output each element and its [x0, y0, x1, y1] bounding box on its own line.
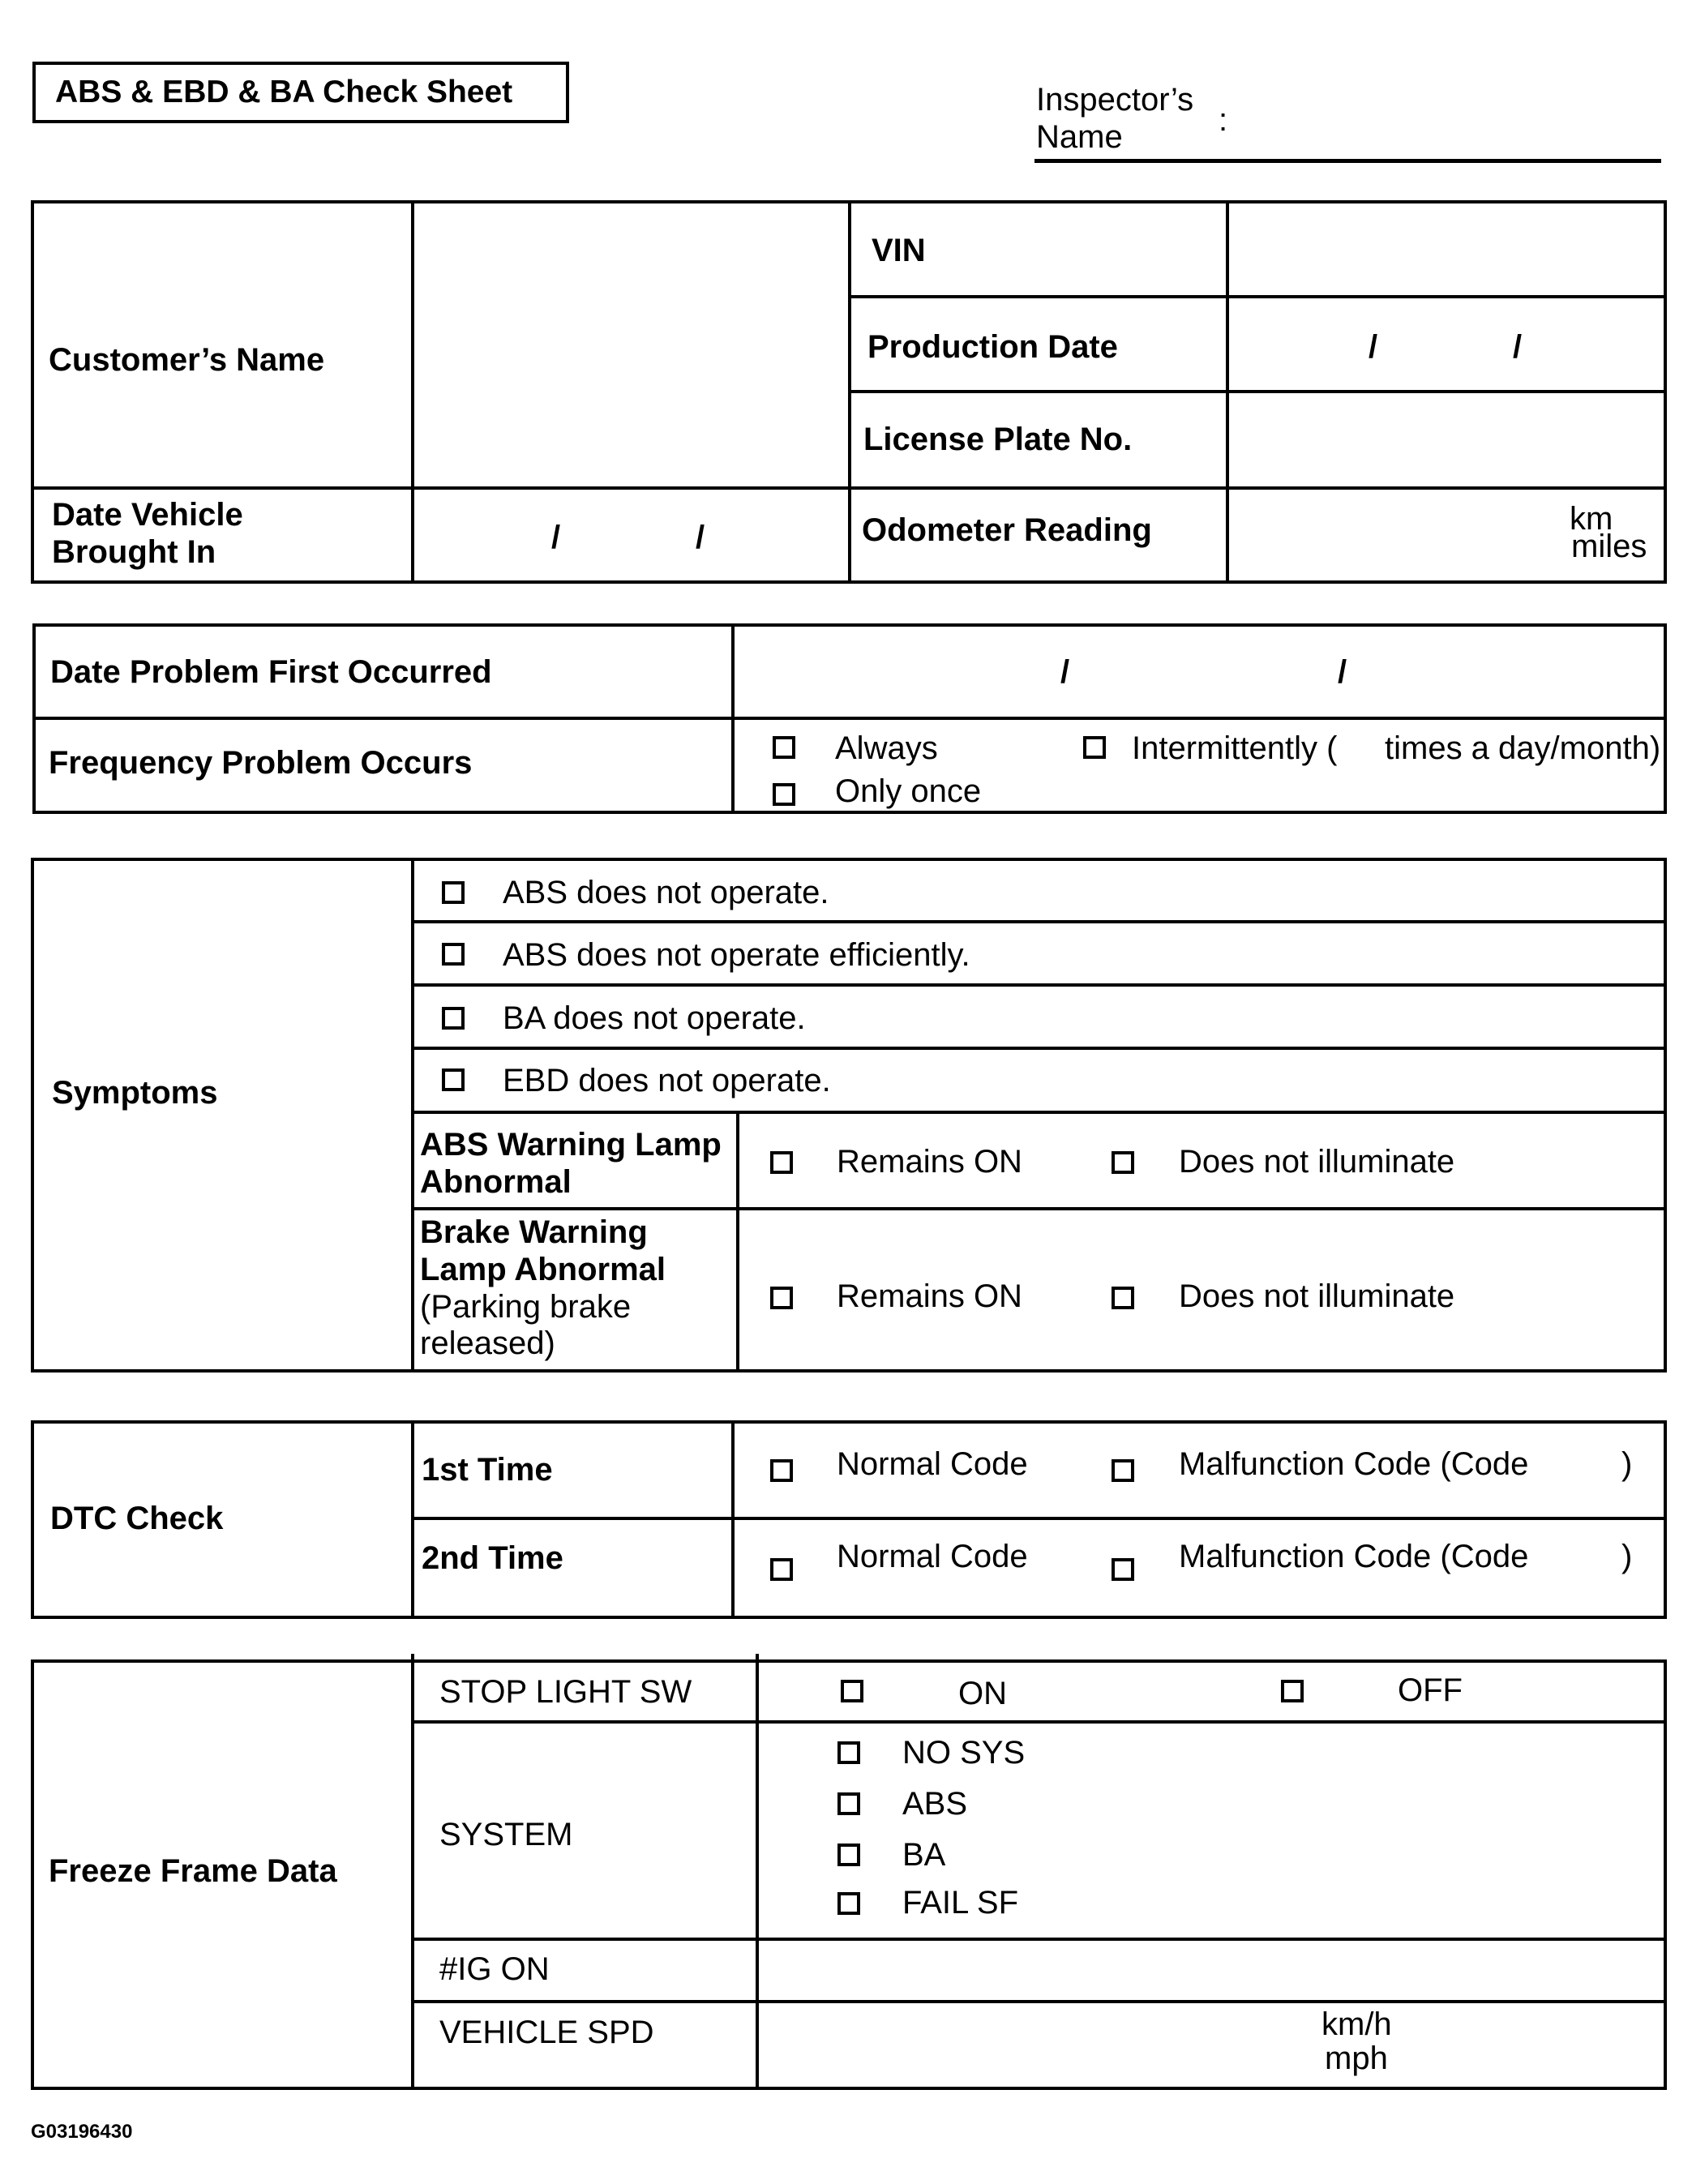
- checkbox-second-malfunction-code[interactable]: [1112, 1558, 1134, 1581]
- dtc-second-time-label: 2nd Time: [422, 1540, 563, 1576]
- checkbox-system-fail-sf[interactable]: [837, 1892, 860, 1915]
- symptom-abs-not-efficient: ABS does not operate efficiently.: [503, 937, 970, 973]
- brake-lamp-label-line-1: Brake Warning: [420, 1214, 648, 1250]
- speed-unit-mph: mph: [1325, 2041, 1388, 2076]
- dtc-first-time-label: 1st Time: [422, 1452, 553, 1488]
- first-close-paren: ): [1621, 1446, 1633, 1482]
- figure-id: G03196430: [31, 2121, 133, 2143]
- inspector-colon: :: [1219, 102, 1228, 138]
- odometer-unit-miles: miles: [1571, 529, 1647, 564]
- production-date-sep-2: /: [1513, 329, 1523, 365]
- stop-light-on: ON: [958, 1676, 1007, 1711]
- checkbox-symptom-4[interactable]: [442, 1068, 465, 1091]
- option-intermittently: Intermittently (: [1132, 730, 1338, 766]
- brake-lamp-note-line-2: released): [420, 1325, 555, 1361]
- brake-lamp-label-line-2: Lamp Abnormal: [420, 1252, 666, 1287]
- ig-on-label: #IG ON: [439, 1951, 550, 1987]
- second-close-paren: ): [1621, 1539, 1633, 1574]
- odometer-label: Odometer Reading: [862, 512, 1152, 548]
- system-option-abs: ABS: [902, 1786, 968, 1822]
- brake-lamp-note-line-1: (Parking brake: [420, 1289, 632, 1325]
- system-label: SYSTEM: [439, 1817, 573, 1852]
- checkbox-always[interactable]: [773, 736, 795, 759]
- checkbox-system-ba[interactable]: [837, 1844, 860, 1866]
- option-always: Always: [835, 730, 938, 766]
- checkbox-stop-light-on[interactable]: [841, 1680, 863, 1702]
- customer-name-label: Customer’s Name: [49, 342, 325, 378]
- checkbox-abs-lamp-remains-on[interactable]: [770, 1151, 793, 1174]
- frequency-label: Frequency Problem Occurs: [49, 745, 473, 781]
- speed-unit-kmh: km/h: [1321, 2006, 1392, 2042]
- license-plate-field[interactable]: [1232, 396, 1660, 483]
- inspector-name-line[interactable]: [1034, 159, 1661, 163]
- system-option-ba: BA: [902, 1837, 946, 1873]
- abs-lamp-label-line-1: ABS Warning Lamp: [420, 1127, 722, 1163]
- checkbox-symptom-3[interactable]: [442, 1007, 465, 1030]
- date-brought-in-label: Date Vehicle Brought In: [52, 497, 243, 570]
- brake-lamp-remains-on: Remains ON: [837, 1278, 1022, 1314]
- date-brought-in-sep-2: /: [696, 520, 705, 555]
- symptoms-label: Symptoms: [52, 1075, 218, 1111]
- symptom-abs-not-operate: ABS does not operate.: [503, 875, 829, 910]
- first-normal-code: Normal Code: [837, 1446, 1028, 1482]
- first-malfunction-code: Malfunction Code (Code: [1179, 1446, 1529, 1482]
- checkbox-system-no-sys[interactable]: [837, 1741, 860, 1764]
- checkbox-intermittently[interactable]: [1083, 736, 1106, 759]
- checkbox-first-normal-code[interactable]: [770, 1459, 793, 1482]
- checkbox-symptom-1[interactable]: [442, 881, 465, 904]
- checkbox-brake-lamp-not-illuminate[interactable]: [1112, 1287, 1134, 1309]
- checkbox-symptom-2[interactable]: [442, 943, 465, 966]
- brake-lamp-not-illuminate: Does not illuminate: [1179, 1278, 1455, 1314]
- abs-lamp-label-line-2: Abnormal: [420, 1164, 572, 1200]
- vehicle-spd-label: VEHICLE SPD: [439, 2015, 654, 2050]
- abs-lamp-remains-on: Remains ON: [837, 1144, 1022, 1180]
- second-normal-code: Normal Code: [837, 1539, 1028, 1574]
- symptom-ebd-not-operate: EBD does not operate.: [503, 1063, 831, 1098]
- freeze-frame-label: Freeze Frame Data: [49, 1853, 337, 1889]
- checkbox-first-malfunction-code[interactable]: [1112, 1459, 1134, 1482]
- production-date-sep-1: /: [1369, 329, 1378, 365]
- date-first-sep-1: /: [1060, 654, 1070, 690]
- ig-on-field[interactable]: [762, 1944, 1660, 1997]
- license-plate-label: License Plate No.: [863, 422, 1133, 457]
- date-first-sep-2: /: [1338, 654, 1347, 690]
- checkbox-second-normal-code[interactable]: [770, 1558, 793, 1581]
- vin-label: VIN: [872, 233, 926, 268]
- inspector-label: Inspector’s Name: [1036, 82, 1194, 155]
- checkbox-only-once[interactable]: [773, 783, 795, 806]
- checkbox-stop-light-off[interactable]: [1281, 1680, 1304, 1702]
- dtc-check-label: DTC Check: [50, 1501, 224, 1536]
- date-brought-in-sep-1: /: [551, 520, 561, 555]
- sheet-title: ABS & EBD & BA Check Sheet: [32, 62, 569, 123]
- checkbox-system-abs[interactable]: [837, 1792, 860, 1815]
- vin-field[interactable]: [1232, 207, 1660, 292]
- date-first-occurred-label: Date Problem First Occurred: [50, 654, 492, 690]
- second-malfunction-code: Malfunction Code (Code: [1179, 1539, 1529, 1574]
- option-only-once: Only once: [835, 773, 982, 809]
- option-times-a-day-month: times a day/month): [1385, 730, 1661, 766]
- checkbox-brake-lamp-remains-on[interactable]: [770, 1287, 793, 1309]
- customer-name-field[interactable]: [418, 207, 845, 483]
- production-date-label: Production Date: [867, 329, 1118, 365]
- checkbox-abs-lamp-not-illuminate[interactable]: [1112, 1151, 1134, 1174]
- system-option-fail-sf: FAIL SF: [902, 1885, 1019, 1921]
- odometer-unit-km: km: [1570, 501, 1613, 537]
- abs-lamp-not-illuminate: Does not illuminate: [1179, 1144, 1455, 1180]
- stop-light-sw-label: STOP LIGHT SW: [439, 1674, 692, 1710]
- stop-light-off: OFF: [1398, 1672, 1463, 1708]
- symptom-ba-not-operate: BA does not operate.: [503, 1000, 806, 1036]
- system-option-no-sys: NO SYS: [902, 1735, 1026, 1771]
